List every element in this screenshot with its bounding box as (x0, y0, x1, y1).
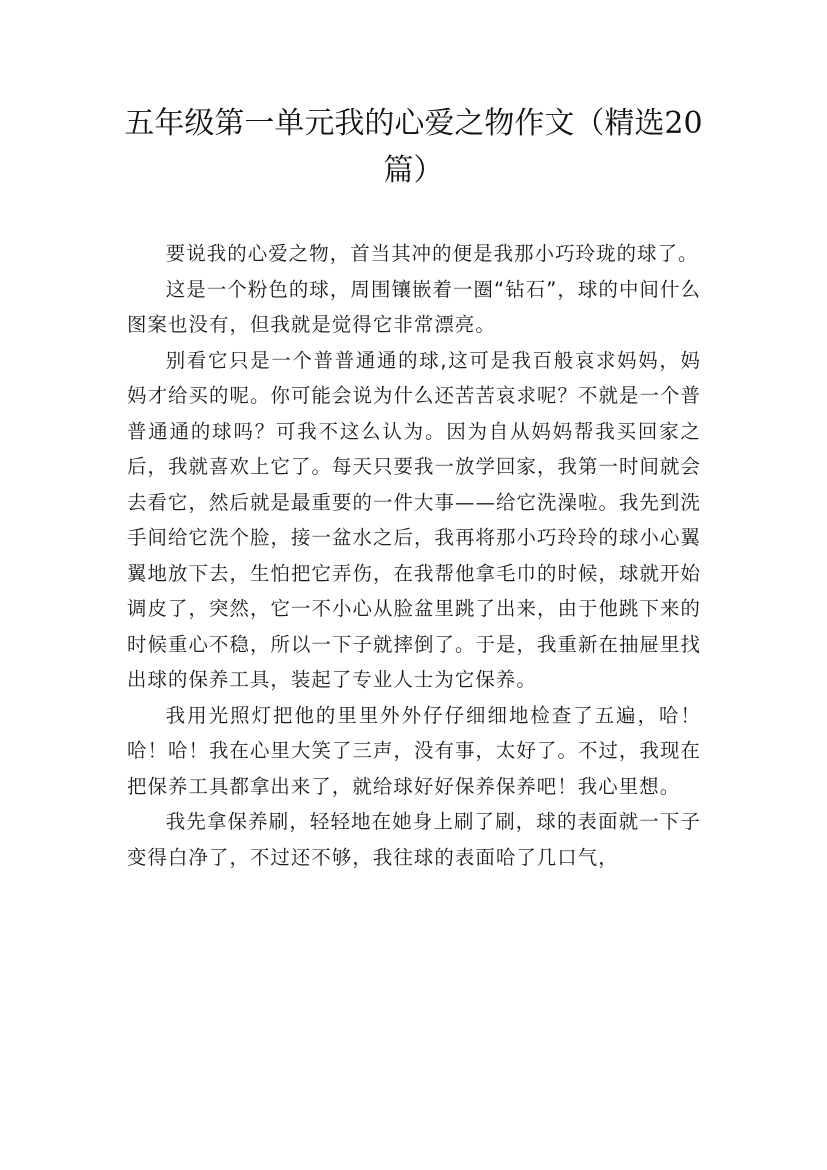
paragraph-5: 我先拿保养刷，轻轻地在她身上刷了刷，球的表面就一下子变得白净了，不过还不够，我往球的表面哈了几口气， (127, 810, 701, 869)
paragraph-2: 这是一个粉色的球，周围镶嵌着一圈“钻石”，球的中间什么图案也没有，但我就是觉得它非常漂亮。 (127, 277, 701, 336)
document-body (127, 236, 701, 875)
paragraph-4: 我用光照灯把他的里里外外仔仔细细地检查了五遍，哈！哈！哈！我在心里大笑了三声，没有事，太好了。不过，我现在把保养工具都拿出来了，就给球好好保养保养吧！我心里想。 (127, 703, 701, 798)
paragraph-1: 要说我的心爱之物，首当其冲的便是我那小巧玲珑的球了。 (165, 242, 699, 265)
paragraph-3: 别看它只是一个普普通通的球,这可是我百般哀求妈妈，妈妈才给买的呢。你可能会说为什么还苦苦哀求呢？不就是一个普普通通的球吗？可我不这么认为。因为自从妈妈帮我买回家之后，我就喜欢上它了。每天只要我一放学回家，我第一时间就会去看它，然后就是最重要的一件大事——给它洗澡啦。我先到洗手间给它洗个脸，接一盆水之后，我再将那小巧玲玲的球小心翼翼地放下去，生怕把它弄伤，在我帮他拿毛巾的时候，球就开始调皮了，突然，它一不小心从脸盆里跳了出来，由于他跳下来的时候重心不稳，所以一下子就摔倒了。于是，我重新在抽屉里找出球的保养工具，装起了专业人士为它保养。 (127, 348, 701, 691)
document-title: 五年级第一单元我的心爱之物作文（精选20篇） (124, 106, 703, 188)
